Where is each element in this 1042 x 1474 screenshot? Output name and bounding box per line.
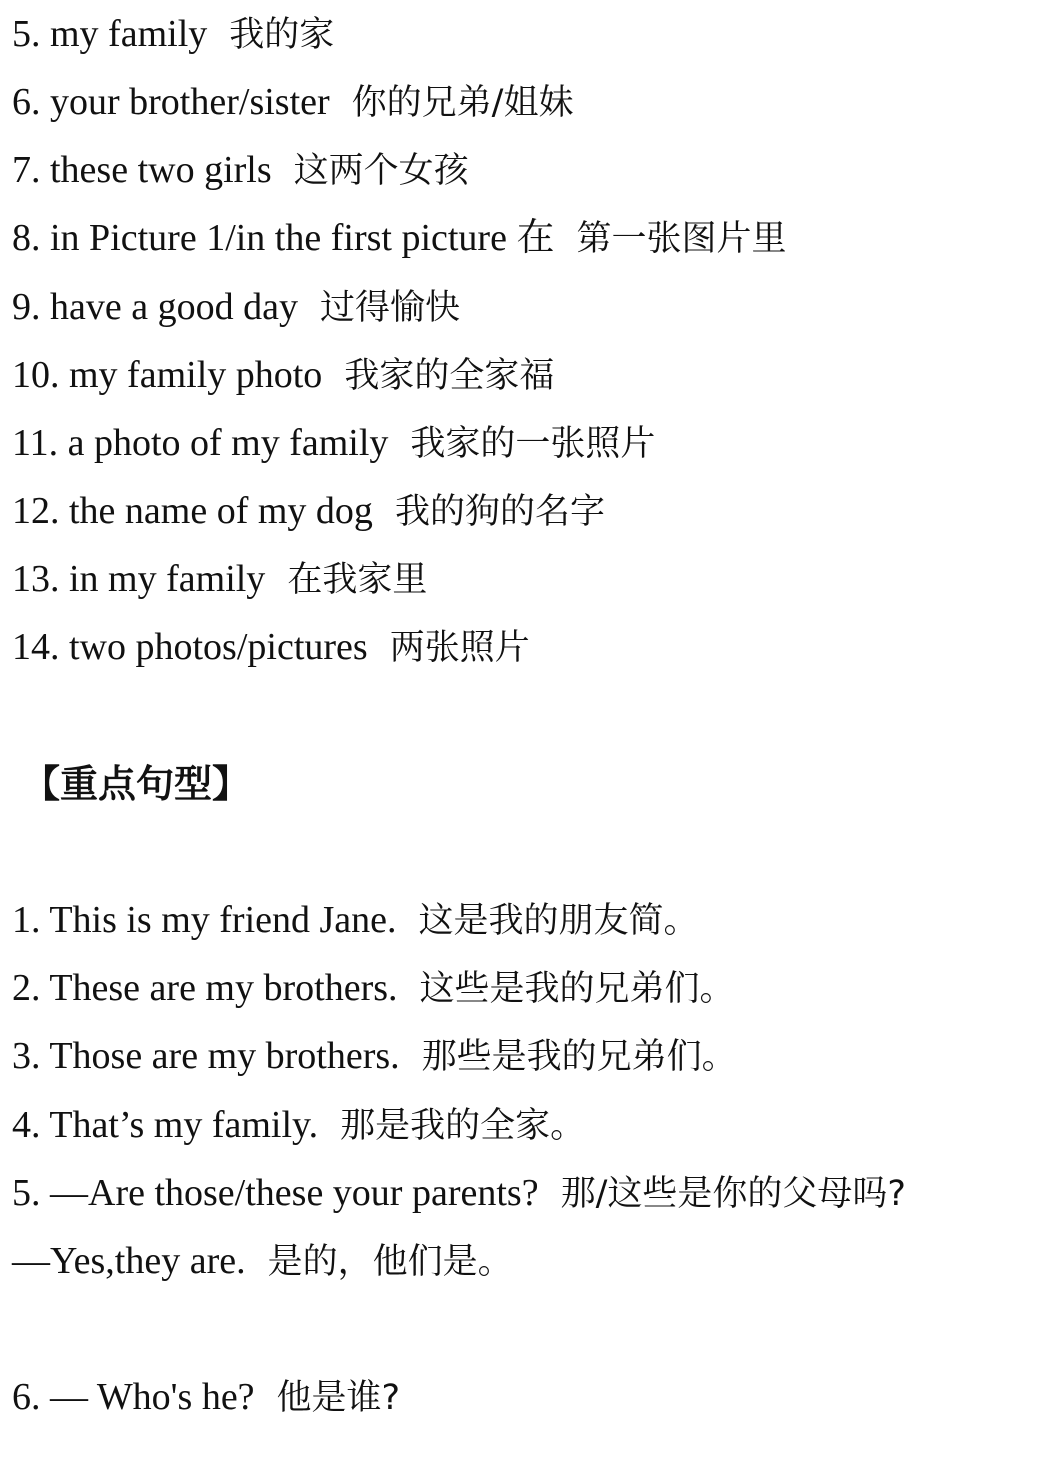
sentence-line <box>12 1239 513 1284</box>
sentence-chinese: 这是我的朋友简。 <box>418 901 699 941</box>
phrase-english: 13. in my family <box>12 558 266 600</box>
sentence-english: 5. —Are those/these your parents? <box>12 1172 539 1214</box>
sentence-line <box>12 1103 585 1148</box>
sentence-chinese: 是的，他们是。 <box>267 1242 513 1282</box>
phrase-line <box>12 557 427 602</box>
phrase-english: 9. have a good day <box>12 286 298 328</box>
phrase-english: 14. two photos/pictures <box>12 626 368 668</box>
sentence-english: —Yes,they are. <box>12 1240 246 1282</box>
sentence-chinese: 这些是我的兄弟们。 <box>419 969 735 1009</box>
phrase-chinese: 这两个女孩 <box>293 151 469 191</box>
phrase-line <box>12 489 605 534</box>
sentence-line <box>12 1375 400 1420</box>
phrase-line <box>12 80 573 125</box>
sentence-chinese: 他是谁? <box>276 1378 401 1418</box>
phrase-chinese: 我家的全家福 <box>344 356 555 396</box>
sentence-english: 2. These are my brothers. <box>12 967 398 1009</box>
sentence-english: 1. This is my friend Jane. <box>12 899 397 941</box>
section-heading: 【重点句型】 <box>22 762 251 806</box>
phrase-chinese: 两张照片 <box>389 628 530 668</box>
sentence-line <box>12 1034 737 1079</box>
sentence-chinese: 那些是我的兄弟们。 <box>421 1037 737 1077</box>
sentence-line <box>12 1171 906 1216</box>
sentence-english: 3. Those are my brothers. <box>12 1035 400 1077</box>
phrase-chinese: 第一张图片里 <box>576 219 787 259</box>
phrase-line <box>12 216 786 261</box>
phrase-line <box>12 421 655 466</box>
sentence-english: 4. That’s my family. <box>12 1104 319 1146</box>
phrase-chinese: 过得愉快 <box>319 288 460 328</box>
sentence-chinese: 那/这些是你的父母吗? <box>560 1174 906 1214</box>
phrase-english: 12. the name of my dog <box>12 490 373 532</box>
phrase-line <box>12 12 334 57</box>
phrase-line <box>12 625 530 670</box>
phrase-chinese: 我的狗的名字 <box>394 492 605 532</box>
phrase-line <box>12 285 460 330</box>
sentence-line <box>12 898 699 943</box>
phrase-english: 8. in Picture 1/in the first picture 在 <box>12 217 555 259</box>
phrase-english: 10. my family photo <box>12 354 323 396</box>
phrase-english: 5. my family <box>12 13 208 55</box>
phrase-chinese: 在我家里 <box>287 560 428 600</box>
phrase-english: 7. these two girls <box>12 149 272 191</box>
phrase-english: 6. your brother/sister <box>12 81 330 123</box>
phrase-line <box>12 353 554 398</box>
sentence-english: 6. — Who's he? <box>12 1376 255 1418</box>
phrase-chinese: 你的兄弟/姐妹 <box>351 83 574 123</box>
phrase-chinese: 我的家 <box>229 15 335 55</box>
sentence-line <box>12 966 735 1011</box>
sentence-chinese: 那是我的全家。 <box>340 1106 586 1146</box>
phrase-chinese: 我家的一张照片 <box>410 424 656 464</box>
phrase-line <box>12 148 469 193</box>
phrase-english: 11. a photo of my family <box>12 422 389 464</box>
